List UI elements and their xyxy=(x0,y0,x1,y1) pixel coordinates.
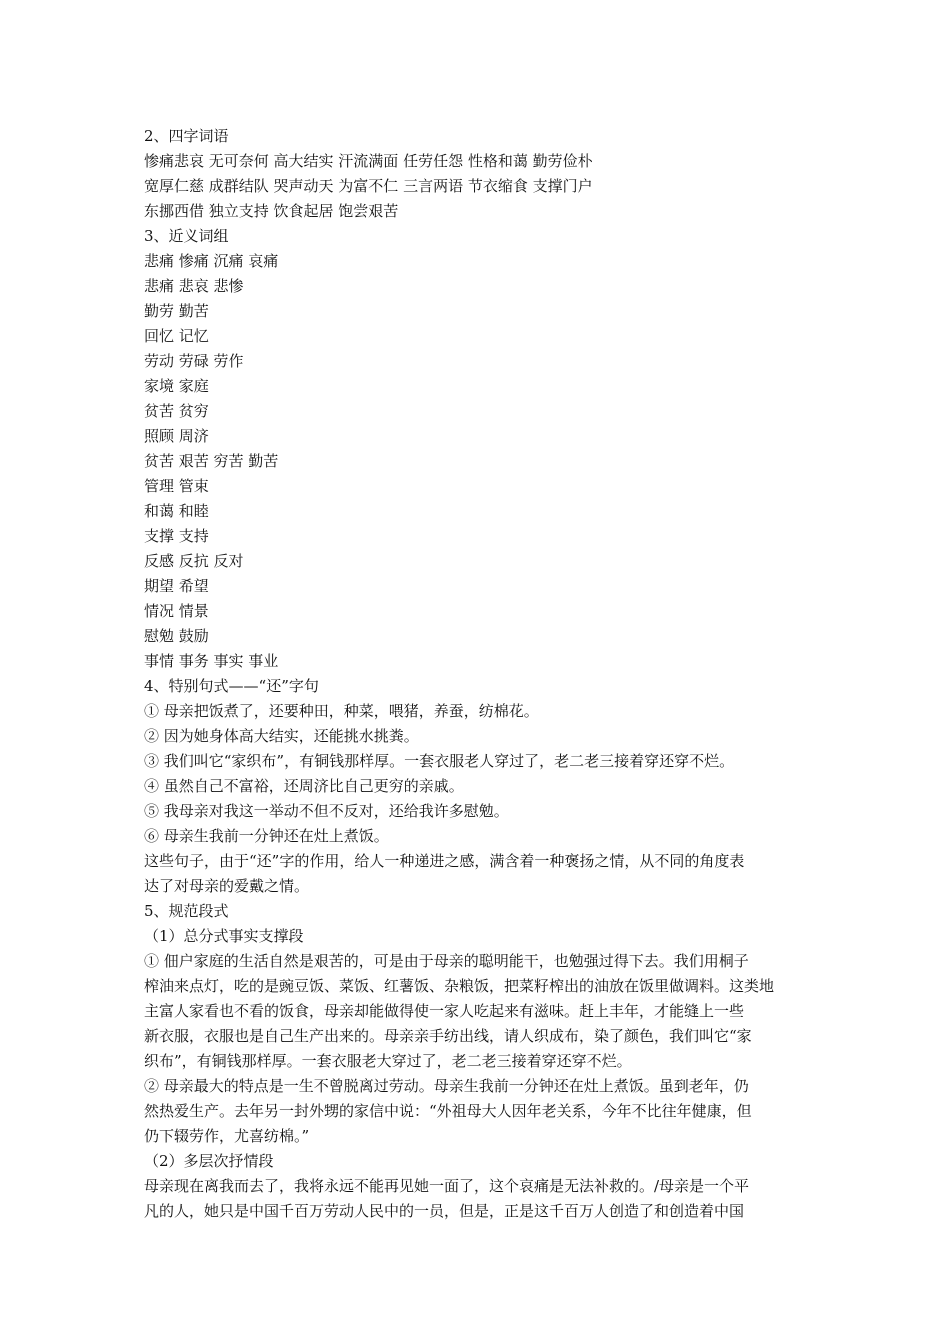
text-line: 回忆 记忆 xyxy=(144,327,209,345)
text-line: 反感 反抗 反对 xyxy=(144,552,244,570)
text-line: 东挪西借 独立支持 饮食起居 饱尝艰苦 xyxy=(144,202,399,220)
text-line: 主富人家看也不看的饭食，母亲却能做得使一家人吃起来有滋味。赶上丰年，才能缝上一些 xyxy=(144,1002,745,1020)
text-line: ② 因为她身体高大结实，还能挑水挑粪。 xyxy=(144,727,419,745)
text-line: 织布”，有铜钱那样厚。一套衣服老大穿过了，老二老三接着穿还穿不烂。 xyxy=(144,1052,632,1070)
text-line: 悲痛 悲哀 悲惨 xyxy=(144,277,244,295)
text-line: 新衣服，衣服也是自己生产出来的。母亲亲手纺出线，请人织成布，染了颜色，我们叫它“家 xyxy=(144,1027,752,1045)
text-line: 贫苦 贫穷 xyxy=(144,402,209,420)
text-line: ⑥ 母亲生我前一分钟还在灶上煮饭。 xyxy=(144,827,389,845)
text-line: 仍下辍劳作，尤喜纺棉。” xyxy=(144,1127,310,1145)
text-line: ③ 我们叫它“家织布”，有铜钱那样厚。一套衣服老人穿过了，老二老三接着穿还穿不烂。 xyxy=(144,752,735,770)
text-line: 达了对母亲的爱戴之情。 xyxy=(144,877,310,895)
text-line: 支撑 支持 xyxy=(144,527,209,545)
text-line: 宽厚仁慈 成群结队 哭声动天 为富不仁 三言两语 节衣缩食 支撑门户 xyxy=(144,177,593,195)
text-line: 母亲现在离我而去了，我将永远不能再见她一面了，这个哀痛是无法补救的。/母亲是一个平 xyxy=(144,1177,750,1195)
section-heading-four-char-words: 2、四字词语 xyxy=(144,127,229,145)
text-line: 情况 情景 xyxy=(144,602,209,620)
text-line: ④ 虽然自己不富裕，还周济比自己更穷的亲戚。 xyxy=(144,777,464,795)
text-line: 贫苦 艰苦 穷苦 勤苦 xyxy=(144,452,279,470)
text-line: 慰勉 鼓励 xyxy=(144,627,209,645)
text-line: 悲痛 惨痛 沉痛 哀痛 xyxy=(144,252,279,270)
text-line: 勤劳 勤苦 xyxy=(144,302,209,320)
section-heading-paragraph-patterns: 5、规范段式 xyxy=(144,902,229,920)
text-line: 和蔼 和睦 xyxy=(144,502,209,520)
section-heading-special-sentences: 4、特别句式——“还”字句 xyxy=(144,677,319,695)
text-line: 劳动 劳碌 劳作 xyxy=(144,352,244,370)
text-line: 事情 事务 事实 事业 xyxy=(144,652,279,670)
text-line: 凡的人，她只是中国千百万劳动人民中的一员，但是，正是这千百万人创造了和创造着中国 xyxy=(144,1202,745,1220)
text-line: 家境 家庭 xyxy=(144,377,209,395)
text-line: ① 佃户家庭的生活自然是艰苦的，可是由于母亲的聪明能干，也勉强过得下去。我们用桐子 xyxy=(144,952,749,970)
text-line: 期望 希望 xyxy=(144,577,209,595)
subheading: （1）总分式事实支撑段 xyxy=(144,927,304,945)
document-page xyxy=(144,124,809,1224)
text-line: 惨痛悲哀 无可奈何 高大结实 汗流满面 任劳任怨 性格和蔼 勤劳俭朴 xyxy=(144,152,593,170)
text-line: 照顾 周济 xyxy=(144,427,209,445)
text-line: ⑤ 我母亲对我这一举动不但不反对，还给我许多慰勉。 xyxy=(144,802,509,820)
section-heading-synonyms: 3、近义词组 xyxy=(144,227,229,245)
text-line: 管理 管束 xyxy=(144,477,209,495)
text-line: 榨油来点灯，吃的是豌豆饭、菜饭、红薯饭、杂粮饭，把菜籽榨出的油放在饭里做调料。这类地 xyxy=(144,977,775,995)
subheading: （2）多层次抒情段 xyxy=(144,1152,274,1170)
text-line: 这些句子，由于“还”字的作用，给人一种递进之感，满含着一种褒扬之情，从不同的角度表 xyxy=(144,852,745,870)
text-line: ① 母亲把饭煮了，还要种田，种菜，喂猪，养蚕，纺棉花。 xyxy=(144,702,539,720)
text-line: ② 母亲最大的特点是一生不曾脱离过劳动。母亲生我前一分钟还在灶上煮饭。虽到老年，仍 xyxy=(144,1077,749,1095)
text-line: 然热爱生产。去年另一封外甥的家信中说：“外祖母大人因年老关系，今年不比往年健康，但 xyxy=(144,1102,752,1120)
